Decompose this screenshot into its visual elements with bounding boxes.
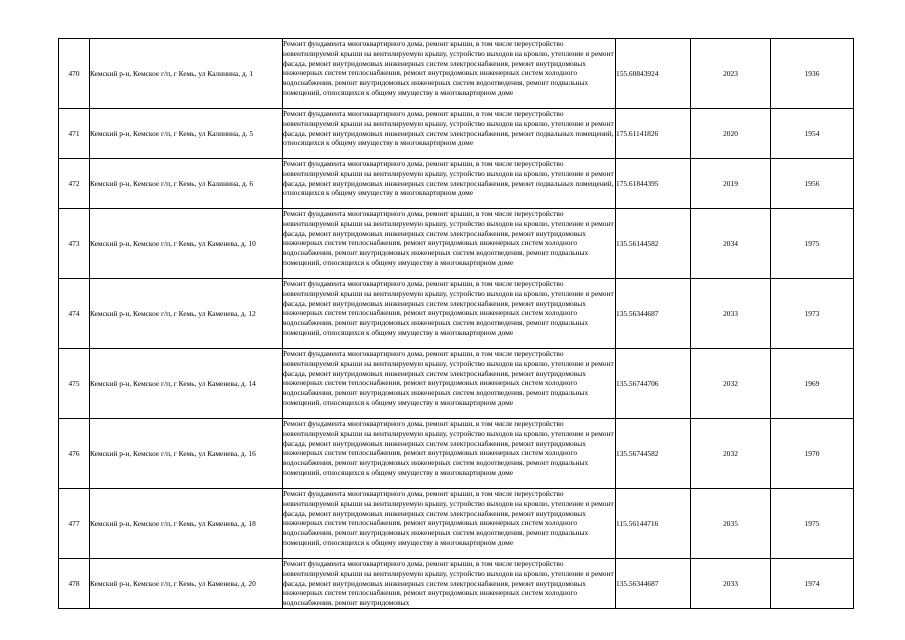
row-work-description: Ремонт фундамента многоквартирного дома, ремонт крыши, в том числе переустройство невентилируемой крыши на вентилируемую крышу, устройство выходов на кровлю, утепление и ремонт фасада, ремонт внутридомовых инженерных систем электроснабжения, ремонт подвальных помещений, относящихся к общему имуществу в многоквартирном доме — [283, 159, 614, 198]
row-address: Кемский р-н, Кемское г/п, г Кемь, ул Калинина, д. 5 — [90, 128, 254, 138]
row-planned-year: 2033 — [691, 559, 771, 609]
row-address-cell — [90, 279, 283, 349]
row-address: Кемский р-н, Кемское г/п, г Кемь, ул Каменева, д. 14 — [90, 378, 256, 388]
table-row — [59, 279, 854, 349]
row-work-description: Ремонт фундамента многоквартирного дома, ремонт крыши, в том числе переустройство невентилируемой крыши на вентилируемую крышу, устройство выходов на кровлю, утепление и ремонт фасада, ремонт внутридомовых инженерных систем электроснабжения, ремонт внутридомовых инженерных систем теплоснабжения, ремонт внутридомовых инженерных систем холодного водоснабжения, ремонт внутридомовых инженерных систем водоотведения, ремонт подвальных помещений, относящихся к общему имуществу в многоквартирном доме — [283, 279, 614, 337]
row-work-description: Ремонт фундамента многоквартирного дома, ремонт крыши, в том числе переустройство невентилируемой крыши на вентилируемую крышу, устройство выходов на кровлю, утепление и ремонт фасада, ремонт внутридомовых инженерных систем электроснабжения, ремонт внутридомовых инженерных систем теплоснабжения, ремонт внутридомовых инженерных систем холодного водоснабжения, ремонт внутридомовых — [283, 559, 614, 608]
row-built-year: 1975 — [771, 489, 854, 559]
row-number: 473 — [59, 209, 90, 279]
row-work-description: Ремонт фундамента многоквартирного дома, ремонт крыши, в том числе переустройство невентилируемой крыши на вентилируемую крышу, устройство выходов на кровлю, утепление и ремонт фасада, ремонт внутридомовых инженерных систем электроснабжения, ремонт внутридомовых инженерных систем теплоснабжения, ремонт внутридомовых инженерных систем холодного водоснабжения, ремонт внутридомовых инженерных систем водоотведения, ремонт подвальных помещений, относящихся к общему имуществу в многоквартирном доме — [283, 489, 614, 547]
row-planned-year: 2023 — [691, 39, 771, 109]
table-row — [59, 419, 854, 489]
row-address: Кемский р-н, Кемское г/п, г Кемь, ул Каменева, д. 12 — [90, 308, 256, 318]
table-row — [59, 159, 854, 209]
row-address-cell — [90, 109, 283, 159]
row-address: Кемский р-н, Кемское г/п, г Кемь, ул Калинина, д. 1 — [90, 68, 254, 78]
table-row — [59, 209, 854, 279]
row-work-cell — [283, 559, 616, 609]
row-cost: 175.61141826 — [616, 109, 691, 159]
table-row — [59, 109, 854, 159]
row-planned-year: 2033 — [691, 279, 771, 349]
row-address-cell — [90, 209, 283, 279]
row-number: 474 — [59, 279, 90, 349]
row-built-year: 1975 — [771, 209, 854, 279]
row-address-cell — [90, 489, 283, 559]
row-cost: 115.56144716 — [616, 489, 691, 559]
row-cost: 135.56344687 — [616, 559, 691, 609]
row-address: Кемский р-н, Кемское г/п, г Кемь, ул Каменева, д. 20 — [90, 578, 256, 588]
row-built-year: 1973 — [771, 279, 854, 349]
row-work-cell — [283, 39, 616, 109]
row-cost: 175.61844395 — [616, 159, 691, 209]
row-built-year: 1956 — [771, 159, 854, 209]
row-number: 471 — [59, 109, 90, 159]
row-cost: 135.56744706 — [616, 349, 691, 419]
row-address-cell — [90, 39, 283, 109]
row-built-year: 1936 — [771, 39, 854, 109]
row-work-description: Ремонт фундамента многоквартирного дома, ремонт крыши, в том числе переустройство невентилируемой крыши на вентилируемую крышу, устройство выходов на кровлю, утепление и ремонт фасада, ремонт внутридомовых инженерных систем электроснабжения, ремонт внутридомовых инженерных систем теплоснабжения, ремонт внутридомовых инженерных систем холодного водоснабжения, ремонт внутридомовых инженерных систем водоотведения, ремонт подвальных помещений, относящихся к общему имуществу в многоквартирном доме — [283, 349, 614, 407]
row-work-cell — [283, 489, 616, 559]
row-work-description: Ремонт фундамента многоквартирного дома, ремонт крыши, в том числе переустройство невентилируемой крыши на вентилируемую крышу, устройство выходов на кровлю, утепление и ремонт фасада, ремонт внутридомовых инженерных систем электроснабжения, ремонт внутридомовых инженерных систем теплоснабжения, ремонт внутридомовых инженерных систем холодного водоснабжения, ремонт внутридомовых инженерных систем водоотведения, ремонт подвальных помещений, относящихся к общему имуществу в многоквартирном доме — [283, 39, 614, 97]
row-built-year: 1954 — [771, 109, 854, 159]
row-work-cell — [283, 349, 616, 419]
row-built-year: 1969 — [771, 349, 854, 419]
row-work-cell — [283, 419, 616, 489]
row-number: 476 — [59, 419, 90, 489]
row-planned-year: 2019 — [691, 159, 771, 209]
repair-program-table — [58, 38, 854, 609]
table-row — [59, 39, 854, 109]
table-body — [59, 39, 854, 609]
row-number: 478 — [59, 559, 90, 609]
row-address: Кемский р-н, Кемское г/п, г Кемь, ул Каменева, д. 10 — [90, 238, 256, 248]
row-built-year: 1970 — [771, 419, 854, 489]
row-cost: 135.56144582 — [616, 209, 691, 279]
row-planned-year: 2035 — [691, 489, 771, 559]
row-address: Кемский р-н, Кемское г/п, г Кемь, ул Каменева, д. 18 — [90, 518, 256, 528]
row-work-cell — [283, 159, 616, 209]
row-address-cell — [90, 419, 283, 489]
row-number: 475 — [59, 349, 90, 419]
row-planned-year: 2020 — [691, 109, 771, 159]
row-address: Кемский р-н, Кемское г/п, г Кемь, ул Каменева, д. 16 — [90, 448, 256, 458]
row-address-cell — [90, 159, 283, 209]
row-cost: 135.56344687 — [616, 279, 691, 349]
row-work-cell — [283, 209, 616, 279]
row-number: 477 — [59, 489, 90, 559]
table-row — [59, 489, 854, 559]
row-planned-year: 2034 — [691, 209, 771, 279]
row-address: Кемский р-н, Кемское г/п, г Кемь, ул Калинина, д. 6 — [90, 178, 254, 188]
row-built-year: 1974 — [771, 559, 854, 609]
row-cost: 135.56744582 — [616, 419, 691, 489]
row-cost: 155.60843924 — [616, 39, 691, 109]
row-work-description: Ремонт фундамента многоквартирного дома, ремонт крыши, в том числе переустройство невентилируемой крыши на вентилируемую крышу, устройство выходов на кровлю, утепление и ремонт фасада, ремонт внутридомовых инженерных систем электроснабжения, ремонт подвальных помещений, относящихся к общему имуществу в многоквартирном доме — [283, 109, 614, 148]
row-work-description: Ремонт фундамента многоквартирного дома, ремонт крыши, в том числе переустройство невентилируемой крыши на вентилируемую крышу, устройство выходов на кровлю, утепление и ремонт фасада, ремонт внутридомовых инженерных систем электроснабжения, ремонт внутридомовых инженерных систем теплоснабжения, ремонт внутридомовых инженерных систем холодного водоснабжения, ремонт внутридомовых инженерных систем водоотведения, ремонт подвальных помещений, относящихся к общему имуществу в многоквартирном доме — [283, 419, 614, 477]
row-address-cell — [90, 559, 283, 609]
row-address-cell — [90, 349, 283, 419]
row-planned-year: 2032 — [691, 419, 771, 489]
table-row — [59, 559, 854, 609]
row-work-cell — [283, 279, 616, 349]
row-work-cell — [283, 109, 616, 159]
row-number: 472 — [59, 159, 90, 209]
row-planned-year: 2032 — [691, 349, 771, 419]
table-row — [59, 349, 854, 419]
row-work-description: Ремонт фундамента многоквартирного дома, ремонт крыши, в том числе переустройство невентилируемой крыши на вентилируемую крышу, устройство выходов на кровлю, утепление и ремонт фасада, ремонт внутридомовых инженерных систем электроснабжения, ремонт внутридомовых инженерных систем теплоснабжения, ремонт внутридомовых инженерных систем холодного водоснабжения, ремонт внутридомовых инженерных систем водоотведения, ремонт подвальных помещений, относящихся к общему имуществу в многоквартирном доме — [283, 209, 614, 267]
row-number: 470 — [59, 39, 90, 109]
